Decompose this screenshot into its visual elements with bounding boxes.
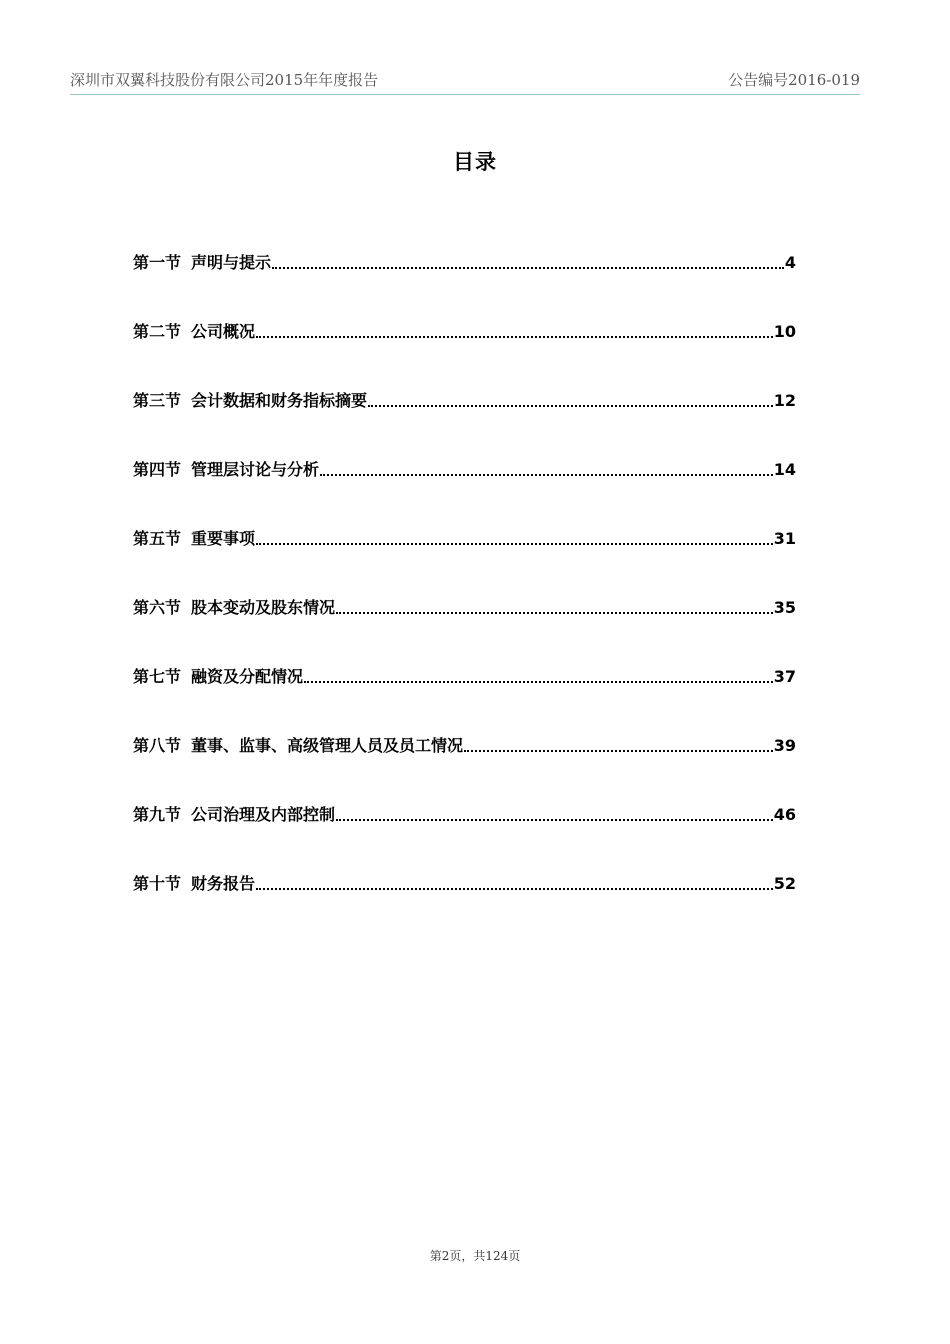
toc-page-number: 31: [773, 529, 796, 548]
toc-section-name: 重要事项: [191, 529, 256, 548]
toc-section-name: 融资及分配情况: [191, 667, 304, 686]
toc-section-number: 第二节: [133, 322, 182, 341]
dot-leader: [336, 595, 773, 614]
toc-page-number: 12: [773, 391, 796, 410]
toc-entry[interactable]: [133, 457, 796, 526]
toc-section-name: 财务报告: [191, 874, 256, 893]
toc-section-number: 第七节: [133, 667, 182, 686]
toc-section-number: 第四节: [133, 460, 182, 479]
toc-section-name: 会计数据和财务指标摘要: [191, 391, 368, 410]
toc-page-number: 14: [773, 460, 796, 479]
toc-section-name: 董事、监事、高级管理人员及员工情况: [191, 736, 464, 755]
toc-entry[interactable]: [133, 871, 796, 940]
toc-page-number: 52: [773, 874, 796, 893]
toc-page-number: 35: [773, 598, 796, 617]
page-header: [70, 68, 860, 95]
toc-entry[interactable]: [133, 802, 796, 871]
toc-section-name: 公司治理及内部控制: [191, 805, 336, 824]
dot-leader: [368, 388, 773, 407]
dot-leader: [336, 802, 773, 821]
toc-section-name: 公司概况: [191, 322, 256, 341]
toc-page-number: 39: [773, 736, 796, 755]
dot-leader: [464, 733, 773, 752]
toc-section-name: 管理层讨论与分析: [191, 460, 320, 479]
dot-leader: [256, 319, 773, 338]
toc-page-number: 46: [773, 805, 796, 824]
toc-entry[interactable]: [133, 733, 796, 802]
toc-page-number: 37: [773, 667, 796, 686]
toc-section-name: 股本变动及股东情况: [191, 598, 336, 617]
toc-page-number: 4: [784, 253, 796, 272]
table-of-contents: [133, 250, 796, 940]
header-company-report-title: 深圳市双翼科技股份有限公司2015年年度报告: [70, 71, 379, 89]
dot-leader: [272, 250, 784, 269]
toc-entry[interactable]: [133, 319, 796, 388]
toc-entry[interactable]: [133, 250, 796, 319]
toc-entry[interactable]: [133, 388, 796, 457]
toc-entry[interactable]: [133, 526, 796, 595]
page-footer: 第2页，共124页: [429, 1249, 521, 1263]
toc-title: 目录: [453, 150, 497, 174]
toc-section-number: 第十节: [133, 874, 182, 893]
dot-leader: [320, 457, 773, 476]
header-announcement-number: 公告编号2016-019: [728, 71, 860, 89]
dot-leader: [304, 664, 773, 683]
toc-section-name: 声明与提示: [191, 253, 272, 272]
toc-section-number: 第三节: [133, 391, 182, 410]
toc-section-number: 第九节: [133, 805, 182, 824]
dot-leader: [256, 526, 773, 545]
toc-section-number: 第六节: [133, 598, 182, 617]
toc-section-number: 第八节: [133, 736, 182, 755]
dot-leader: [256, 871, 773, 890]
toc-entry[interactable]: [133, 595, 796, 664]
toc-section-number: 第一节: [133, 253, 182, 272]
toc-entry[interactable]: [133, 664, 796, 733]
toc-page-number: 10: [773, 322, 796, 341]
toc-section-number: 第五节: [133, 529, 182, 548]
